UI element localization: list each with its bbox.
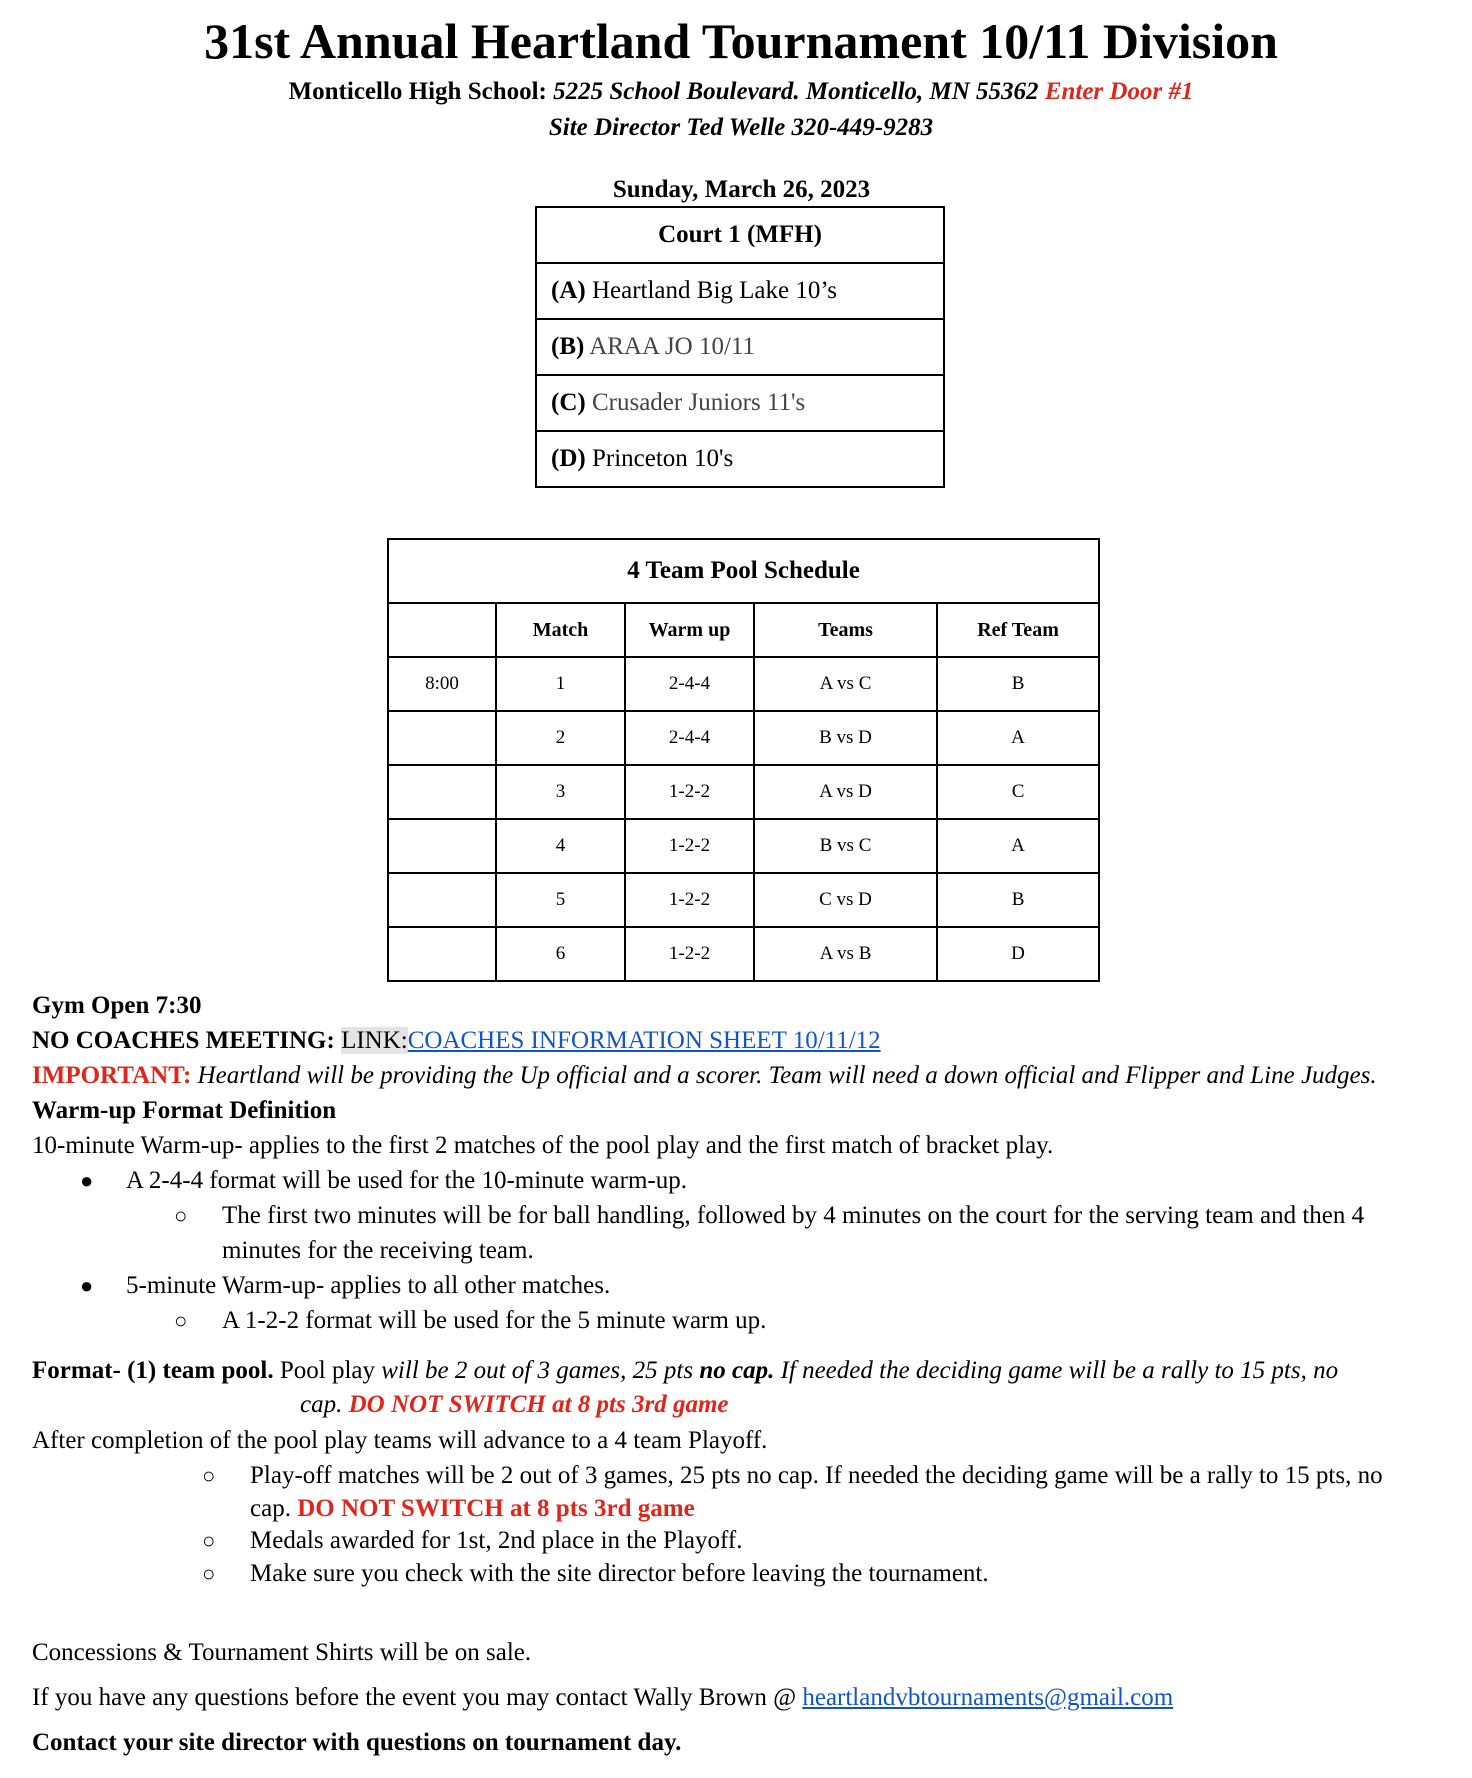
link-label: LINK: — [341, 1027, 408, 1054]
cell-teams: C vs D — [754, 873, 937, 927]
cell-match: 4 — [496, 819, 625, 873]
cell-teams: A vs C — [754, 657, 937, 711]
cell-ref: A — [937, 711, 1099, 765]
filled-bullet-icon: ● — [80, 1273, 94, 1298]
cell-time — [388, 711, 496, 765]
site-door: Enter Door #1 — [1044, 78, 1194, 105]
court-title: Court 1 (MFH) — [536, 207, 944, 263]
table-row — [388, 711, 1099, 765]
table-row — [388, 819, 1099, 873]
court-table — [535, 206, 945, 488]
team-row — [536, 375, 944, 431]
medals-line: Medals awarded for 1st, 2nd place in the Playoff. — [250, 1527, 743, 1554]
playoff-line-1: Play-off matches will be 2 out of 3 games, 25 pts no cap. If needed the deciding game will be a rally to 15 pts, no — [250, 1462, 1383, 1489]
table-row — [388, 927, 1099, 981]
team-name: Heartland Big Lake 10’s — [591, 277, 838, 304]
cell-warmup: 1-2-2 — [625, 819, 754, 873]
concessions-line: Concessions & Tournament Shirts will be on sale. — [32, 1639, 532, 1666]
cell-teams: A vs D — [754, 765, 937, 819]
warmup-10-definition: 10-minute Warm-up- applies to the first 2 matches of the pool play and the first match of bracket play. — [32, 1132, 1054, 1159]
format-label: Format- (1) team pool. — [32, 1357, 274, 1384]
table-row — [388, 873, 1099, 927]
playoff-line-2 — [250, 1491, 695, 1526]
cell-ref: B — [937, 657, 1099, 711]
hollow-bullet-icon: ○ — [202, 1528, 216, 1553]
cell-ref: A — [937, 819, 1099, 873]
team-name: Crusader Juniors 11's — [591, 389, 806, 416]
cell-time — [388, 927, 496, 981]
cell-teams: B vs C — [754, 819, 937, 873]
warmup-5-sub: A 1-2-2 format will be used for the 5 minute warm up. — [222, 1307, 767, 1334]
cell-warmup: 1-2-2 — [625, 927, 754, 981]
pool-schedule-table — [387, 538, 1100, 982]
questions-line — [32, 1680, 1173, 1715]
cell-match: 6 — [496, 927, 625, 981]
page-title: 31st Annual Heartland Tournament 10/11 Division — [204, 13, 1278, 69]
table-row — [388, 765, 1099, 819]
cell-time — [388, 819, 496, 873]
deciding-cap: cap. — [300, 1391, 343, 1418]
site-director: Site Director Ted Welle 320-449-9283 — [548, 114, 934, 141]
cell-ref: C — [937, 765, 1099, 819]
table-row — [388, 657, 1099, 711]
column-header-match: Match — [496, 603, 625, 657]
cell-time: 8:00 — [388, 657, 496, 711]
format-line — [32, 1353, 1338, 1388]
team-row — [536, 319, 944, 375]
hollow-bullet-icon: ○ — [174, 1308, 188, 1333]
filled-bullet-icon: ● — [80, 1168, 94, 1193]
warmup-10-bullet: A 2-4-4 format will be used for the 10-minute warm-up. — [126, 1167, 687, 1194]
contact-line: Contact your site director with questions on tournament day. — [32, 1729, 682, 1756]
column-header-teams: Teams — [754, 603, 937, 657]
cell-match: 3 — [496, 765, 625, 819]
cell-ref: B — [937, 873, 1099, 927]
deciding-game: If needed the deciding game will be a rally to 15 pts, no — [780, 1357, 1339, 1384]
cell-match: 5 — [496, 873, 625, 927]
team-code: (C) — [551, 389, 586, 416]
important-text: Heartland will be providing the Up official and a scorer. Team will need a down official and Flipper and Line Judges. — [197, 1062, 1377, 1089]
hollow-bullet-icon: ○ — [202, 1561, 216, 1586]
team-name: Princeton 10's — [591, 445, 734, 472]
column-header-ref-team: Ref Team — [937, 603, 1099, 657]
coaches-meeting-line — [32, 1023, 881, 1058]
no-cap: no cap. — [699, 1357, 775, 1384]
warmup-heading: Warm-up Format Definition — [32, 1097, 337, 1124]
cell-match: 1 — [496, 657, 625, 711]
contact-email-link[interactable]: heartlandvbtournaments@gmail.com — [802, 1684, 1174, 1711]
site-address: 5225 School Boulevard. Monticello, MN 55362 — [553, 78, 1039, 105]
cell-warmup: 2-4-4 — [625, 711, 754, 765]
check-out-line: Make sure you check with the site director before leaving the tournament. — [250, 1560, 989, 1587]
gym-open: Gym Open 7:30 — [32, 992, 202, 1019]
cell-teams: A vs B — [754, 927, 937, 981]
site-label: Monticello High School: — [288, 78, 547, 105]
team-code: (A) — [551, 277, 586, 304]
playoff-no-switch-warning: DO NOT SWITCH at 8 pts 3rd game — [297, 1495, 695, 1522]
cell-time — [388, 765, 496, 819]
cell-match: 2 — [496, 711, 625, 765]
team-name: ARAA JO 10/11 — [589, 333, 755, 360]
hollow-bullet-icon: ○ — [202, 1463, 216, 1488]
site-address-line — [0, 73, 1472, 111]
schedule-title: 4 Team Pool Schedule — [388, 539, 1099, 603]
team-code: (B) — [551, 333, 585, 360]
warmup-10-sub-2: minutes for the receiving team. — [222, 1237, 534, 1264]
hollow-bullet-icon: ○ — [174, 1203, 188, 1228]
warmup-5-bullet: 5-minute Warm-up- applies to all other matches. — [126, 1272, 611, 1299]
important-label: IMPORTANT: — [32, 1062, 192, 1089]
event-date: Sunday, March 26, 2023 — [612, 176, 871, 203]
column-header-time — [388, 603, 496, 657]
coaches-info-link[interactable]: COACHES INFORMATION SHEET 10/11/12 — [407, 1027, 881, 1054]
cell-teams: B vs D — [754, 711, 937, 765]
cell-warmup: 1-2-2 — [625, 873, 754, 927]
warmup-10-sub-1: The first two minutes will be for ball handling, followed by 4 minutes on the court for the serving team and then 4 — [222, 1202, 1365, 1229]
questions-text: If you have any questions before the event you may contact Wally Brown @ — [32, 1684, 797, 1711]
cell-ref: D — [937, 927, 1099, 981]
advance-line: After completion of the pool play teams will advance to a 4 team Playoff. — [32, 1427, 768, 1454]
cell-time — [388, 873, 496, 927]
pool-games: will be 2 out of 3 games, 25 pts — [381, 1357, 694, 1384]
cell-warmup: 1-2-2 — [625, 765, 754, 819]
format-line-2 — [300, 1387, 729, 1422]
playoff-cap: cap. — [250, 1495, 291, 1522]
important-line — [32, 1058, 1377, 1093]
team-row — [536, 263, 944, 319]
meeting-label: NO COACHES MEETING: — [32, 1027, 335, 1054]
column-header-warmup: Warm up — [625, 603, 754, 657]
team-code: (D) — [551, 445, 586, 472]
no-switch-warning: DO NOT SWITCH at 8 pts 3rd game — [348, 1391, 729, 1418]
pool-play: Pool play — [279, 1357, 375, 1384]
cell-warmup: 2-4-4 — [625, 657, 754, 711]
team-row — [536, 431, 944, 487]
